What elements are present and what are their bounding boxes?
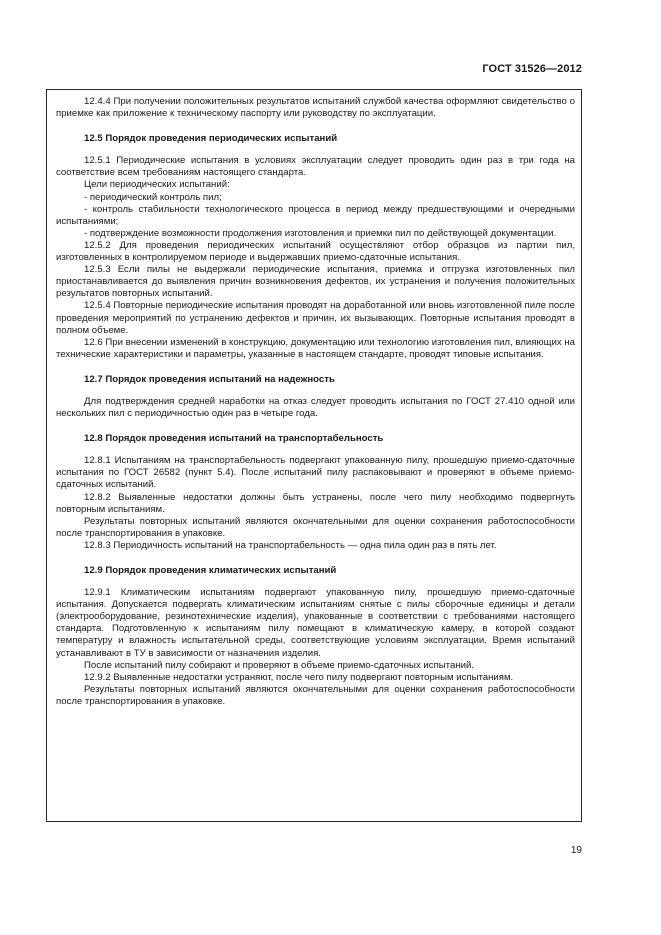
paragraph-goals: Цели периодических испытаний:	[84, 179, 230, 191]
list-item-3: - подтверждение возможности продолжения изготовления и приемки пил по действующей документации.	[84, 227, 557, 239]
document-code: ГОСТ 31526—2012	[482, 63, 582, 75]
paragraph-12-8-2-results: Результаты повторных испытаний являются окончательными для оценки сохранения работоспособности после транспортирования в упаковке.	[56, 515, 575, 539]
list-item-2: - контроль стабильности технологического процесса в период между предшествующими и очередными испытаниями;	[56, 203, 575, 227]
list-item-1: - периодический контроль пил;	[84, 191, 222, 203]
paragraph-12-5-2: 12.5.2 Для проведения периодических испытаний осуществляют отбор образцов из партии пил, изготовленных в контролируемом периоде и выдержавших приемо-сдаточные испытания.	[56, 239, 575, 264]
content-frame	[46, 89, 582, 822]
paragraph-12-9-1: 12.9.1 Климатическим испытаниям подвергают упакованную пилу, прошедшую приемо-сдаточные испытания. Допускается подвергать климатическим испытаниям снятые с пилы сборочные единицы и детали (электрооборудование, резинотехнические изделия), упакованные в соответствии с требованиями настоящего стандарта. Подготовленную к испытаниям пилу помещают в климатическую камеру, в которой создают температуру и влажность испытательной среды, соответствующие условиям эксплуатации. Время испытаний устанавливают в ТУ в зависимости от назначения изделия.	[56, 587, 575, 659]
paragraph-12-9-2-results: Результаты повторных испытаний являются окончательными для оценки сохранения работоспособности после транспортирования в упаковке.	[56, 683, 575, 707]
heading-12-5: 12.5 Порядок проведения периодических испытаний	[84, 133, 338, 145]
paragraph-12-9-1-after: После испытаний пилу собирают и проверяют в объеме приемо-сдаточных испытаний.	[84, 659, 474, 671]
paragraph-12-8-3: 12.8.3 Периодичность испытаний на транспортабельность — одна пила один раз в пять лет.	[84, 539, 497, 551]
heading-12-7: 12.7 Порядок проведения испытаний на надежность	[84, 373, 335, 385]
heading-12-8: 12.8 Порядок проведения испытаний на транспортабельность	[84, 433, 384, 445]
paragraph-12-9-2: 12.9.2 Выявленные недостатки устраняют, после чего пилу подвергают повторным испытаниям.	[84, 671, 514, 683]
paragraph-12-5-3: 12.5.3 Если пилы не выдержали периодические испытания, приемка и отгрузка изготовленных пил приостанавливается до выявления причин возникновения дефектов, их устранения и получения положительных результатов повторных испытаний.	[56, 264, 575, 300]
paragraph-12-8-2: 12.8.2 Выявленные недостатки должны быть устранены, после чего пилу необходимо подвергнуть повторным испытаниям.	[56, 491, 575, 515]
paragraph-12-7: Для подтверждения средней наработки на отказ следует проводить испытания по ГОСТ 27.410 одной или нескольких пил с периодичностью один раз в четыре года.	[56, 395, 575, 420]
page-number: 19	[570, 845, 582, 856]
paragraph-12-8-1: 12.8.1 Испытаниям на транспортабельность подвергают упакованную пилу, прошедшую приемо-сдаточные испытания по ГОСТ 26582 (пункт 5.4). После испытаний пилу распаковывают и проверяют в объеме приемо-сдаточных испытаний.	[56, 455, 575, 491]
heading-12-9: 12.9 Порядок проведения климатических испытаний	[84, 565, 337, 576]
paragraph-12-4-4: 12.4.4 При получении положительных результатов испытаний службой качества оформляют свидетельство о приемке как приложение к техническому паспорту или руководству по эксплуатации.	[56, 96, 575, 120]
paragraph-12-5-4: 12.5.4 Повторные периодические испытания проводят на доработанной или вновь изготовленной пиле после проведения мероприятий по устранению дефектов и причин, их вызывающих. Повторные испытания проводят в полном объеме.	[56, 300, 575, 336]
paragraph-12-6: 12.6 При внесении изменений в конструкцию, документацию или технологию изготовления пил, влияющих на технические характеристики и параметры, указанные в настоящем стандарте, проводят типовые испытания.	[56, 336, 575, 360]
paragraph-12-5-1: 12.5.1 Периодические испытания в условиях эксплуатации следует проводить один раз в три года на соответствие всем требованиям настоящего стандарта.	[56, 155, 575, 179]
